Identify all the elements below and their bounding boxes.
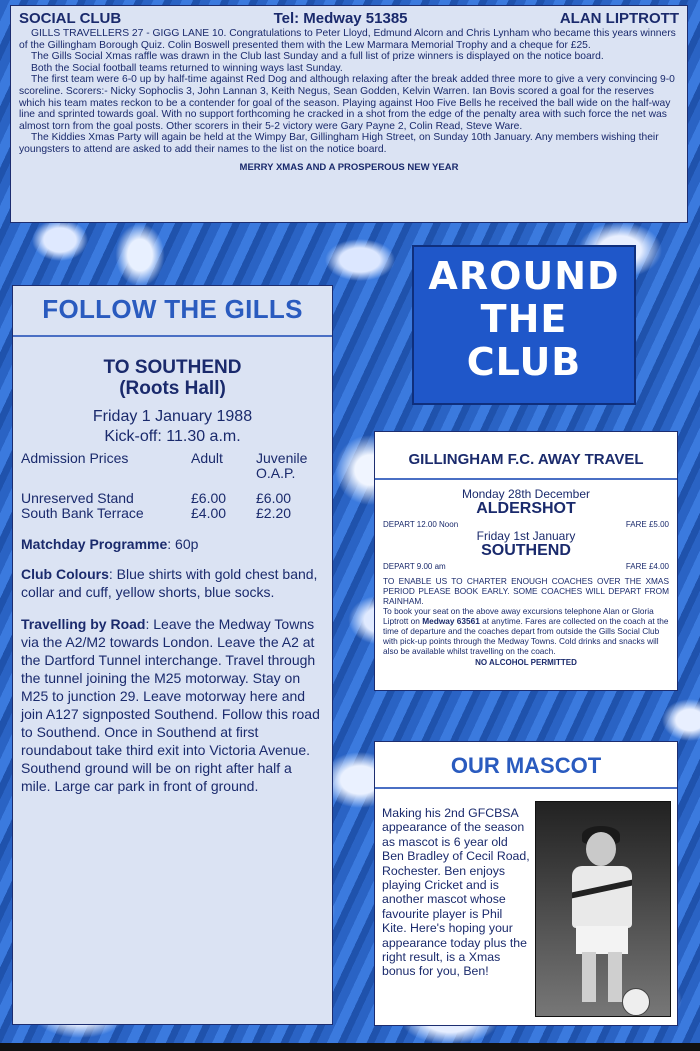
trip-date: Monday 28th December bbox=[461, 487, 591, 501]
table-header-cell: Admission Prices bbox=[21, 450, 129, 466]
colours-label: Club Colours bbox=[21, 566, 109, 582]
our-mascot-box bbox=[374, 741, 678, 1026]
banner-line: CLUB bbox=[466, 340, 582, 384]
booking-info bbox=[383, 606, 669, 656]
follow-the-gills-panel bbox=[12, 285, 333, 1025]
table-cell: £4.00 bbox=[191, 505, 227, 521]
mascot-photo bbox=[535, 801, 671, 1017]
travel-by-road bbox=[21, 615, 324, 795]
matchday-programme bbox=[21, 535, 324, 553]
trip-destination: SOUTHEND bbox=[481, 542, 571, 559]
road-value: : Leave the Medway Towns via the A2/M2 towards London. Leave the A2 at the Dartford Tunnel interchange. Travel through the tunnel joining the M25 motorway. Stay on M25 to junction 29. Leave motorway here and join A127 signposted Southend. Follow this road to Southend. Once in Southend at first roundabout take third exit into Victoria Avenue. Southend ground will be on right after half a mile. Large car park in front of ground. bbox=[21, 616, 320, 794]
trip-date: Friday 1st January bbox=[476, 529, 576, 543]
destination-line2: (Roots Hall) bbox=[119, 378, 226, 399]
mascot-text: Making his 2nd GFCBSA appearance of the season as mascot is 6 year old Ben Bradley of Cecil Road, Rochester. Ben enjoys playing Cricket and is another mascot whose favourite player is Phil Kite. Here's hoping your appearance today plus the right result, is a Xmas bonus for you, Ben! bbox=[382, 806, 530, 979]
banner-line: THE bbox=[480, 297, 568, 341]
destination-line1: TO SOUTHEND bbox=[103, 357, 242, 378]
booking-phone: Medway 63561 bbox=[422, 616, 480, 626]
table-header-cell: Juvenile O.A.P. bbox=[256, 450, 308, 481]
booking-text: at anytime. Fares are collected on the coach at the time of departure and the coaches depart from outside the Gills Social Club with pick-up points through the Medway Towns. Cold drinks and snacks will also be available whilst travelling on the coach. bbox=[383, 616, 669, 656]
programme-value: : 60p bbox=[167, 536, 199, 552]
colours-value: : Blue shirts with gold chest band, collar and cuff, yellow shorts, blue socks. bbox=[21, 566, 318, 600]
trip-depart: DEPART 12.00 Noon bbox=[383, 520, 459, 529]
follow-gills-title: FOLLOW THE GILLS bbox=[42, 294, 303, 324]
no-alcohol-notice: NO ALCOHOL PERMITTED bbox=[475, 658, 577, 667]
social-club-header bbox=[19, 10, 679, 28]
table-cell: £6.00 bbox=[256, 490, 292, 506]
social-paragraph: The first team were 6-0 up by half-time against Red Dog and although relaxing after the break added three more to give a very convincing 9-0 scoreline. Scorers:- Nicky Sophoclis 3, John Lannan 3, Keith Negus, Sean Godden, Kelvin Warren. Ian Bovis scored a goal for the reserves which his team mates reckon to be a contender for goal of the season. Playing against Hoo Five Bells he received the ball wide on the half-way line and sprinted towards goal. With no support forthcoming he cracked in a shot from the edge of the penalty area with such force the net was almost torn from the goal posts. Other scorers in their 5-2 victory were Gary Payne 2, Colin Read, Steve Ware. bbox=[19, 74, 675, 132]
divider bbox=[13, 335, 332, 337]
table-cell: South Bank Terrace bbox=[21, 505, 144, 521]
booking-notice: TO ENABLE US TO CHARTER ENOUGH COACHES OVER THE XMAS PERIOD PLEASE BOOK EARLY. SOME COACHES WILL DEPART FROM RAINHAM. bbox=[383, 576, 669, 606]
away-travel-title: GILLINGHAM F.C. AWAY TRAVEL bbox=[375, 432, 677, 480]
table-header-row bbox=[21, 451, 324, 481]
social-club-title: SOCIAL CLUB bbox=[19, 10, 122, 27]
social-paragraph: GILLS TRAVELLERS 27 - GIGG LANE 10. Congratulations to Peter Lloyd, Edmund Alcorn and Chris Lynham who became this years winners of the Gillingham Borough Quiz. Colin Boswell presented them with the Lew Marmara Memorial Trophy and a cheque for £25. bbox=[19, 28, 676, 51]
trip-times bbox=[383, 562, 669, 572]
club-colours bbox=[21, 565, 324, 601]
away-travel-body bbox=[375, 480, 677, 667]
around-the-club-banner bbox=[412, 245, 636, 405]
social-club-tel: Tel: Medway 51385 bbox=[273, 10, 408, 27]
social-paragraph: Both the Social football teams returned to winning ways last Sunday. bbox=[31, 62, 343, 74]
bottom-border bbox=[0, 1043, 700, 1051]
trip-depart: DEPART 9.00 am bbox=[383, 562, 446, 571]
banner-line: AROUND bbox=[428, 254, 620, 298]
destination bbox=[21, 357, 324, 399]
road-label: Travelling by Road bbox=[21, 616, 146, 632]
social-paragraph: The Gills Social Xmas raffle was drawn in the Club last Sunday and a full list of prize winners is displayed on the notice board. bbox=[31, 51, 604, 63]
table-cell: Unreserved Stand bbox=[21, 490, 134, 506]
social-club-box bbox=[10, 5, 688, 223]
admission-prices-table bbox=[21, 451, 324, 521]
table-cell: £6.00 bbox=[191, 490, 227, 506]
trip-fare: FARE £4.00 bbox=[625, 562, 669, 571]
booking-text: To book your seat on the above away excursions telephone Alan or Gloria Liptrott on bbox=[383, 606, 654, 626]
table-row bbox=[21, 491, 324, 506]
social-closing: MERRY XMAS AND A PROSPEROUS NEW YEAR bbox=[239, 161, 459, 173]
away-travel-box bbox=[374, 431, 678, 691]
table-row bbox=[21, 506, 324, 521]
social-club-author: ALAN LIPTROTT bbox=[559, 10, 679, 27]
table-cell: £2.20 bbox=[256, 505, 292, 521]
trip-fare: FARE £5.00 bbox=[625, 520, 669, 529]
social-paragraph: The Kiddies Xmas Party will again be held at the Wimpy Bar, Gillingham High Street, on Sunday 10th January. Any members wishing their youngsters to attend are asked to add their names to the list on the notice board. bbox=[19, 132, 659, 155]
mascot-title: OUR MASCOT bbox=[375, 742, 677, 789]
kick-off-time: Kick-off: 11.30 a.m. bbox=[104, 428, 241, 445]
table-header-cell: Adult bbox=[191, 450, 223, 466]
match-date: Friday 1 January 1988 bbox=[92, 408, 253, 425]
programme-label: Matchday Programme bbox=[21, 536, 168, 552]
trip-destination: ALDERSHOT bbox=[476, 500, 576, 517]
